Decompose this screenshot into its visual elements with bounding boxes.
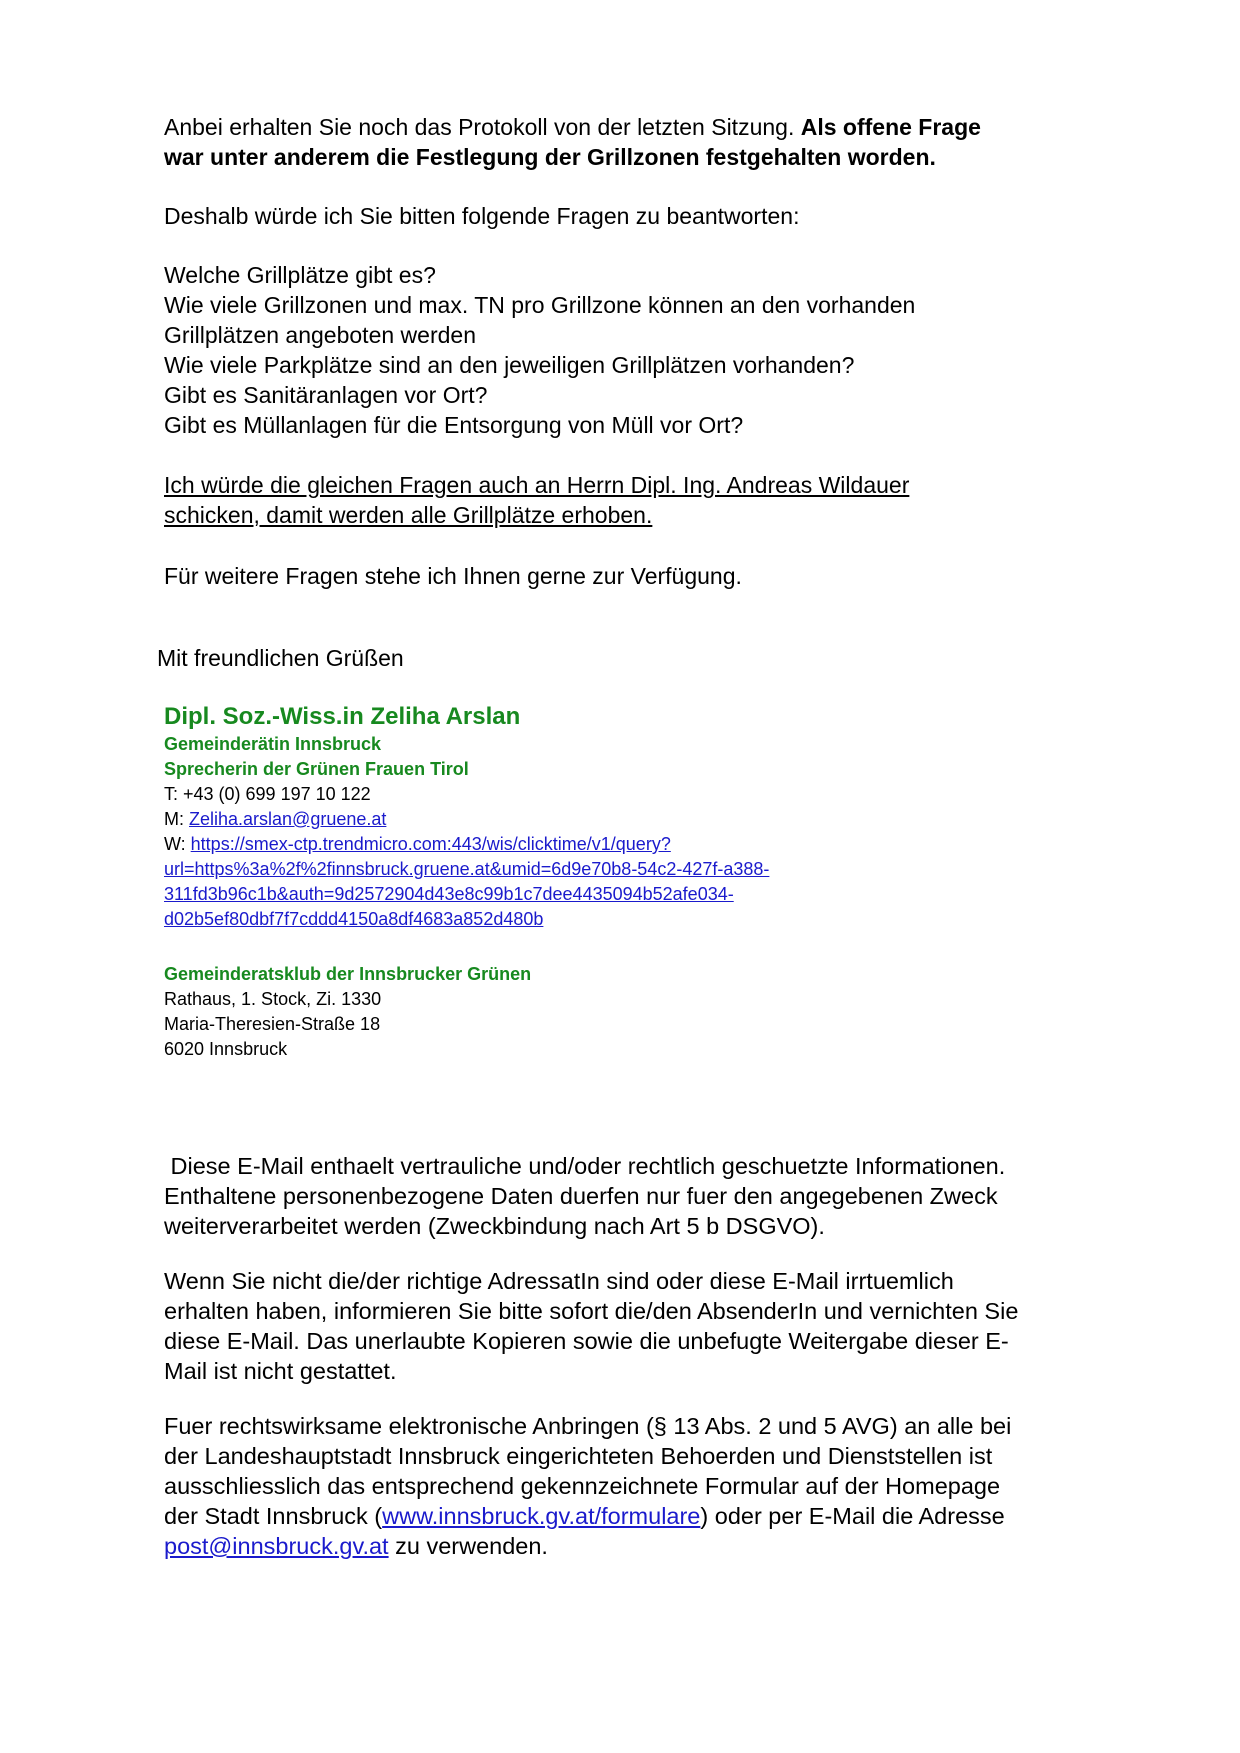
signature-role: Gemeinderätin Innsbruck <box>164 734 382 754</box>
question-item: Wie viele Parkplätze sind an den jeweiligen Grillplätzen vorhanden? <box>164 352 855 378</box>
request-text: Deshalb würde ich Sie bitten folgende Fragen zu beantworten: <box>164 203 800 229</box>
request-paragraph <box>164 201 1104 231</box>
club-address-line: Rathaus, 1. Stock, Zi. 1330 <box>164 989 382 1009</box>
intro-bold-text-line2: war unter anderem die Festlegung der Grillzonen festgehalten worden. <box>164 144 936 170</box>
disclaimer-line: Diese E-Mail enthaelt vertrauliche und/oder rechtlich geschuetzte Informationen. <box>164 1153 1006 1179</box>
disclaimer-line: der Landeshauptstadt Innsbruck eingerichteten Behoerden und Dienststellen ist <box>164 1443 993 1469</box>
disclaimer-paragraph-3 <box>164 1411 1104 1561</box>
post-email-link[interactable]: post@innsbruck.gv.at <box>164 1533 389 1559</box>
disclaimer-paragraph-1 <box>164 1151 1104 1241</box>
offer-text: Für weitere Fragen stehe ich Ihnen gerne zur Verfügung. <box>164 563 742 589</box>
signature-web-link[interactable]: https://smex-ctp.trendmicro.com:443/wis/clicktime/v1/query? <box>190 834 671 854</box>
disclaimer-line: erhalten haben, informieren Sie bitte sofort die/den AbsenderIn und vernichten Sie <box>164 1298 1019 1324</box>
signature-name: Dipl. Soz.-Wiss.in Zeliha Arslan <box>164 703 521 730</box>
disclaimer-line: Fuer rechtswirksame elektronische Anbringen (§ 13 Abs. 2 und 5 AVG) an alle bei <box>164 1413 1012 1439</box>
signature-email-link[interactable]: Zeliha.arslan@gruene.at <box>189 809 387 829</box>
disclaimer-text: ) oder per E-Mail die Adresse <box>700 1503 1005 1529</box>
signature-web-link[interactable]: url=https%3a%2f%2finnsbruck.gruene.at&umid=6d9e70b8-54c2-427f-a388- <box>164 859 770 879</box>
disclaimer-paragraph-2 <box>164 1266 1104 1386</box>
disclaimer-line: Mail ist nicht gestattet. <box>164 1358 397 1384</box>
underlined-line: schicken, damit werden alle Grillplätze erhoben. <box>164 502 653 528</box>
disclaimer-line: ausschliesslich das entsprechend gekennzeichnete Formular auf der Homepage <box>164 1473 1001 1499</box>
disclaimer-text: der Stadt Innsbruck ( <box>164 1503 383 1529</box>
disclaimer-line: Wenn Sie nicht die/der richtige AdressatIn sind oder diese E-Mail irrtuemlich <box>164 1268 954 1294</box>
club-block <box>164 962 1104 1062</box>
club-name: Gemeinderatsklub der Innsbrucker Grünen <box>164 964 532 984</box>
offer-paragraph <box>164 561 1104 591</box>
forms-link[interactable]: www.innsbruck.gv.at/formulare <box>382 1503 701 1529</box>
disclaimer-line: weiterverarbeitet werden (Zweckbindung nach Art 5 b DSGVO). <box>164 1213 825 1239</box>
disclaimer-line <box>164 1501 1104 1531</box>
intro-plain-text: Anbei erhalten Sie noch das Protokoll von der letzten Sitzung. <box>164 114 801 140</box>
disclaimer-line: diese E-Mail. Das unerlaubte Kopieren sowie die unbefugte Weitergabe dieser E- <box>164 1328 1009 1354</box>
signature-mail-row <box>164 807 1104 832</box>
signature-web-link[interactable]: 311fd3b96c1b&auth=9d2572904d43e8c99b1c7dee4435094b52afe034- <box>164 884 734 904</box>
signature-phone: T: +43 (0) 699 197 10 122 <box>164 784 371 804</box>
underlined-paragraph <box>164 470 1104 530</box>
disclaimer-text: zu verwenden. <box>388 1533 548 1559</box>
question-item: Wie viele Grillzonen und max. TN pro Grillzone können an den vorhanden <box>164 292 916 318</box>
question-item: Gibt es Sanitäranlagen vor Ort? <box>164 382 488 408</box>
signature-role: Sprecherin der Grünen Frauen Tirol <box>164 759 469 779</box>
signature-web-link[interactable]: d02b5ef80dbf7f7cddd4150a8df4683a852d480b <box>164 909 544 929</box>
intro-paragraph <box>164 112 1104 172</box>
closing-greeting <box>157 643 1097 673</box>
question-item: Gibt es Müllanlagen für die Entsorgung von Müll vor Ort? <box>164 412 744 438</box>
intro-bold-text: Als offene Frage <box>800 114 981 140</box>
signature-block <box>164 702 1104 932</box>
underlined-line: Ich würde die gleichen Fragen auch an Herrn Dipl. Ing. Andreas Wildauer <box>164 472 910 498</box>
web-prefix: W: <box>164 834 191 854</box>
club-address-line: Maria-Theresien-Straße 18 <box>164 1014 381 1034</box>
disclaimer-line <box>164 1531 1104 1561</box>
closing-text: Mit freundlichen Grüßen <box>157 645 404 671</box>
question-item: Welche Grillplätze gibt es? <box>164 262 436 288</box>
club-address-line: 6020 Innsbruck <box>164 1039 288 1059</box>
signature-web-row <box>164 832 1104 857</box>
question-list <box>164 260 1104 440</box>
mail-prefix: M: <box>164 809 189 829</box>
question-item: Grillplätzen angeboten werden <box>164 322 476 348</box>
disclaimer-line: Enthaltene personenbezogene Daten duerfen nur fuer den angegebenen Zweck <box>164 1183 998 1209</box>
